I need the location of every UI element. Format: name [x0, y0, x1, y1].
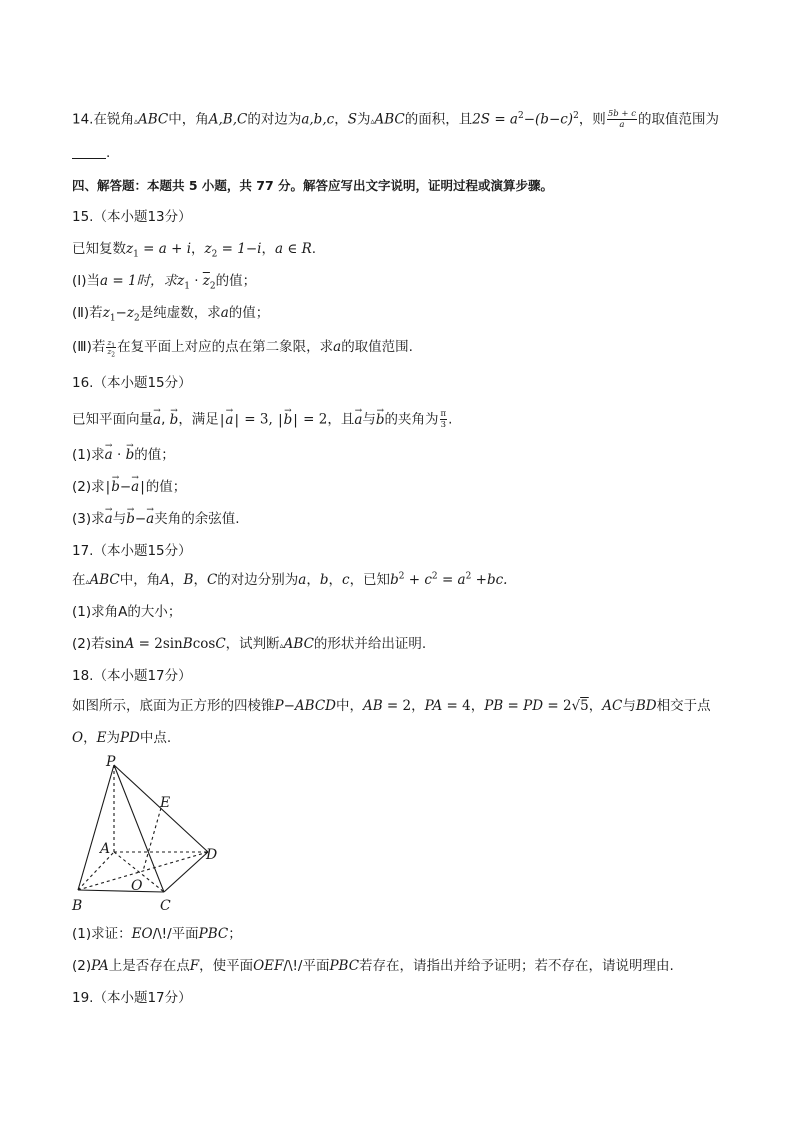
- q18-part1: (1)求证：EO/\!/平面PBC；: [72, 926, 242, 942]
- triangle-icon: ▵: [85, 577, 90, 586]
- fraction: $\frac{z_1}{z_2}$: [107, 337, 116, 358]
- q16-part2: (2)求|→ b−→ a|的值；: [72, 478, 186, 496]
- triangle-icon: ▵: [370, 116, 375, 126]
- label-C: C: [160, 898, 171, 914]
- q15-part2: (Ⅱ)若$z_1-z_2$是纯虚数，求a的值；: [72, 305, 270, 324]
- q16-heading: 16.（本小题15分）: [72, 375, 192, 391]
- q18-part2: (2)PA上是否存在点F，使平面OEF/\!/平面PBC若存在，请指出并给予证明；若不存在，请说明理由.: [72, 958, 674, 974]
- label-B: B: [72, 898, 83, 914]
- q16-stem: 已知平面向量→ a, → b，满足|→ a| = 3, |→ b| = 2，且→ a与→ b的夹角为 $\frac{\pi}{3}$ .: [72, 409, 452, 430]
- q16-part3: (3)求→ a与→ b−→ a夹角的余弦值.: [72, 510, 240, 528]
- q18-stem-line2: O，E为PD中点.: [72, 730, 172, 746]
- q19-heading: 19.（本小题17分）: [72, 990, 192, 1006]
- q18-heading: 18.（本小题17分）: [72, 668, 192, 684]
- q17-stem: 在▵ABC中，角A，B，C的对边分别为a，b，c，已知$b^2 + c^2 = a^2 +bc$.: [72, 571, 508, 588]
- q15-part3: (Ⅲ)若 $\frac{z_1}{z_2}$ 在复平面上对应的点在第二象限，求a的取值范围.: [72, 337, 413, 358]
- label-A: A: [100, 841, 111, 857]
- fraction: $\frac{\pi}{3}$: [440, 409, 447, 430]
- q14-answer-line: .: [72, 144, 110, 162]
- label-P: P: [106, 754, 116, 770]
- q16-part1: (1)求→ a · → b的值；: [72, 446, 175, 464]
- answer-blank: [72, 158, 106, 159]
- q17-part2: (2)若sinA = 2sinBcosC，试判断▵ABC的形状并给出证明.: [72, 636, 427, 652]
- q15-stem: 已知复数$z_1 = a + i$，$z_2 = 1-i$，a ∈ R.: [72, 241, 317, 260]
- triangle-icon: ▵: [133, 116, 138, 126]
- label-E: E: [160, 795, 171, 811]
- section-title: 四、解答题：本题共 5 小题，共 77 分。解答应写出文字说明，证明过程或演算步骤。: [72, 178, 554, 193]
- pyramid-figure: [66, 750, 236, 916]
- triangle-icon: ▵: [279, 641, 284, 650]
- label-D: D: [206, 847, 218, 863]
- q17-part1: (1)求角A的大小；: [72, 604, 182, 620]
- q17-heading: 17.（本小题15分）: [72, 543, 192, 559]
- q15-heading: 15.（本小题13分）: [72, 209, 192, 225]
- q18-stem: 如图所示，底面为正方形的四棱锥P−ABCD中，AB = 2，PA = 4，PB = PD = 2√5，AC与BD相交于点: [72, 698, 711, 714]
- q14-line: 14.在锐角▵ABC中，角A,B,C的对边为a,b,c，S为▵ABC的面积，且$2S = a^2-(b-c)^2$，则 $\frac{5b + c}{a}$ 的取值范围为: [72, 109, 719, 130]
- q15-part1: (Ⅰ)当a = 1时，求$z_1 \cdot \overline{z}_2$的值；: [72, 273, 257, 292]
- fraction: $\frac{5b + c}{a}$: [607, 109, 636, 130]
- label-O: O: [131, 878, 143, 894]
- q14-number: 14.: [72, 111, 94, 128]
